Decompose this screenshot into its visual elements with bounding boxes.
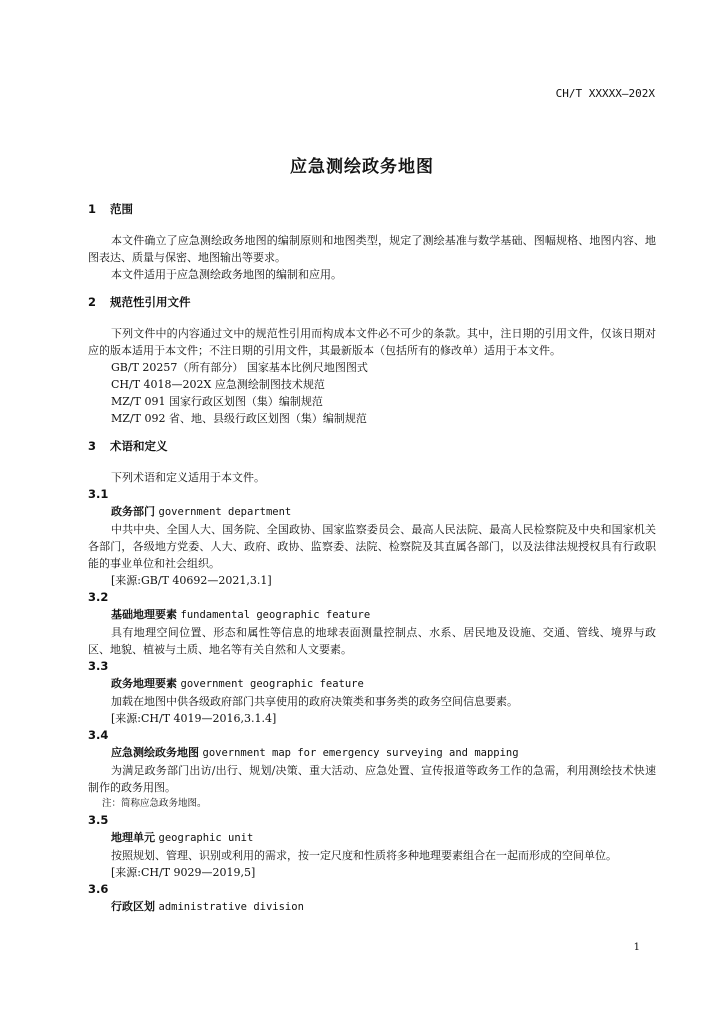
term-title: 政务部门 government department xyxy=(111,505,292,518)
normative-ref: MZ/T 092 省、地、县级行政区划图（集）编制规范 xyxy=(111,412,367,425)
term-title: 地理单元 geographic unit xyxy=(111,831,254,844)
scope-paragraph: 本文件确立了应急测绘政务地图的编制原则和地图类型，规定了测绘基准与数学基础、图幅规格、地图内容、地图表达、质量与保密、地图输出等要求。 xyxy=(88,234,656,264)
document-title: 应急测绘政务地图 xyxy=(290,157,434,177)
term-source: [来源:GB/T 40692—2021,3.1] xyxy=(111,574,272,587)
terms-intro: 下列术语和定义适用于本文件。 xyxy=(111,471,265,484)
section-heading-terms: 3 术语和定义 xyxy=(88,439,168,453)
term-note: 注：简称应急政务地图。 xyxy=(102,798,207,809)
term-number: 3.2 xyxy=(88,590,109,604)
term-title: 行政区划 administrative division xyxy=(111,900,304,913)
standard-code: CH/T XXXXX—202X xyxy=(555,87,655,100)
term-number: 3.6 xyxy=(88,882,109,896)
normative-ref: MZ/T 091 国家行政区划图（集）编制规范 xyxy=(111,395,323,408)
normative-ref: CH/T 4018—202X 应急测绘制图技术规范 xyxy=(111,378,325,391)
term-source: [来源:CH/T 4019—2016,3.1.4] xyxy=(111,712,277,725)
term-title: 应急测绘政务地图 government map for emergency surveying and mapping xyxy=(111,746,519,759)
normative-ref: GB/T 20257（所有部分） 国家基本比例尺地图图式 xyxy=(111,361,368,374)
term-title: 基础地理要素 fundamental geographic feature xyxy=(111,608,371,621)
term-source: [来源:CH/T 9029—2019,5] xyxy=(111,866,256,879)
section-heading-scope: 1 范围 xyxy=(88,202,133,216)
normative-intro: 下列文件中的内容通过文中的规范性引用而构成本文件必不可少的条款。其中，注日期的引用文件，仅该日期对应的版本适用于本文件；不注日期的引用文件，其最新版本（包括所有的修改单）适用于本文件。 xyxy=(88,327,656,357)
term-definition: 中共中央、全国人大、国务院、全国政协、国家监察委员会、最高人民法院、最高人民检察院及中央和国家机关各部门，各级地方党委、人大、政府、政协、监察委、法院、检察院及其直属各部门，以及法律法规授权具有行政职能的事业单位和社会组织。 xyxy=(88,523,656,570)
term-definition: 按照规划、管理、识别或利用的需求，按一定尺度和性质将多种地理要素组合在一起而形成的空间单位。 xyxy=(111,849,617,862)
term-number: 3.5 xyxy=(88,813,109,827)
term-number: 3.4 xyxy=(88,728,109,742)
scope-paragraph: 本文件适用于应急测绘政务地图的编制和应用。 xyxy=(111,268,342,281)
term-title: 政务地理要素 government geographic feature xyxy=(111,677,364,690)
term-number: 3.1 xyxy=(88,487,109,501)
section-heading-normative: 2 规范性引用文件 xyxy=(88,295,191,309)
term-definition: 加载在地图中供各级政府部门共享使用的政府决策类和事务类的政务空间信息要素。 xyxy=(111,695,518,708)
term-definition: 为满足政务部门出访/出行、规划/决策、重大活动、应急处置、宣传报道等政务工作的急需，利用测绘技术快速制作的政务用图。 xyxy=(88,764,656,794)
document-body xyxy=(88,200,656,916)
page-number: 1 xyxy=(633,942,640,953)
term-definition: 具有地理空间位置、形态和属性等信息的地球表面测量控制点、水系、居民地及设施、交通、管线、境界与政区、地貌、植被与土质、地名等有关自然和人文要素。 xyxy=(88,626,656,656)
term-number: 3.3 xyxy=(88,659,109,673)
